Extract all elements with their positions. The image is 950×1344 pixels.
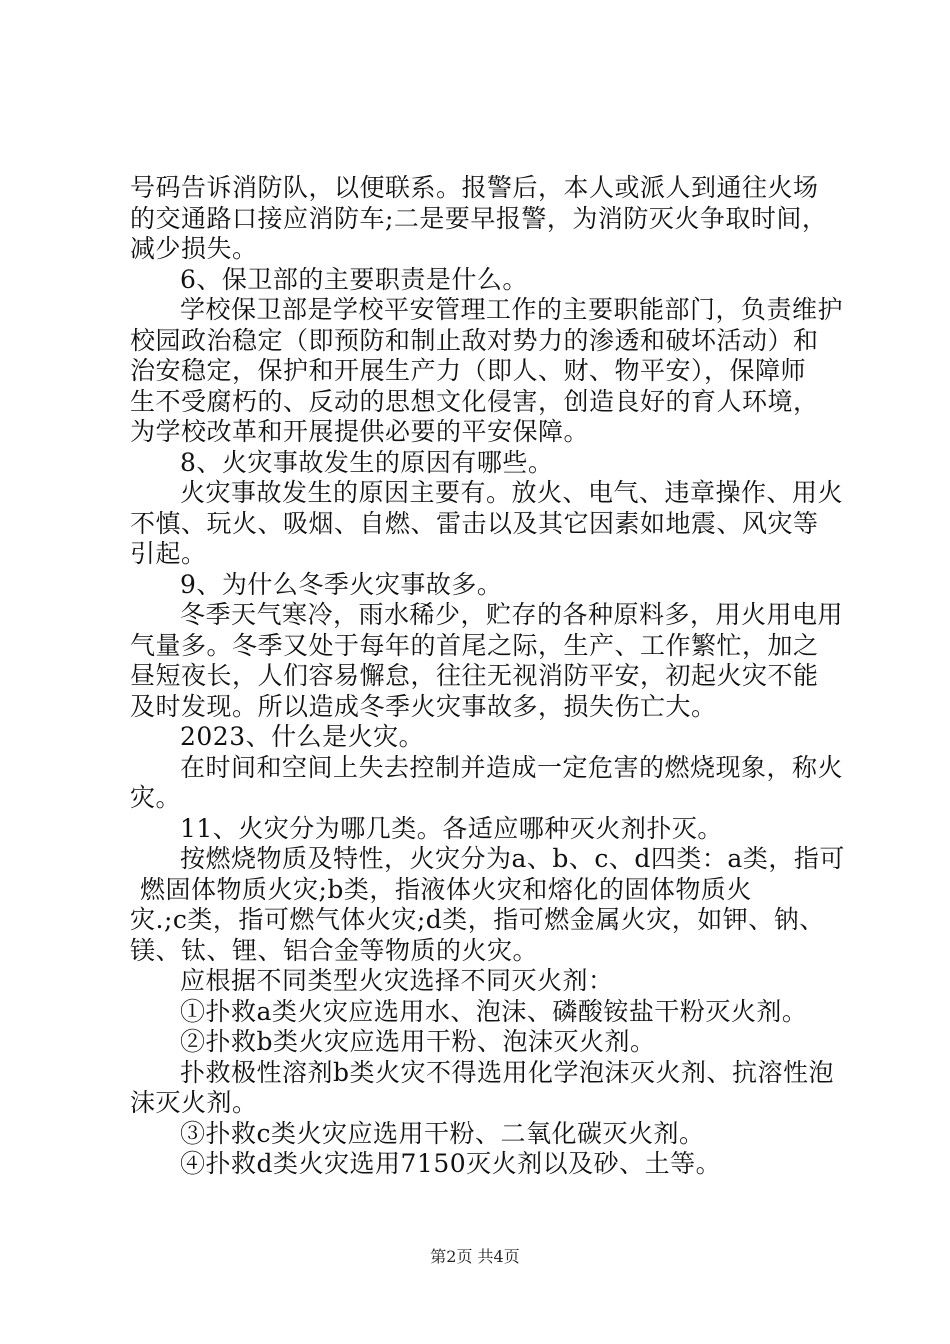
text-line: ①扑救a类火灾应选用水、泡沫、磷酸铵盐干粉灭火剂。 [180, 996, 808, 1026]
text-line: 校园政治稳定（即预防和制止敌对势力的渗透和破坏活动）和 [130, 325, 819, 355]
text-line: 不慎、玩火、吸烟、自燃、雷击以及其它因素如地震、风灾等 [130, 508, 819, 538]
text-line: ②扑救b类火灾应选用干粉、泡沫灭火剂。 [180, 1027, 656, 1056]
text-line: 11、火灾分为哪几类。各适应哪种灭火剂扑灭。 [180, 813, 723, 843]
text-line: 9、为什么冬季火灾事故多。 [180, 569, 503, 599]
text-line: 昼短夜长，人们容易懈怠，往往无视消防平安，初起火灾不能 [130, 661, 819, 690]
text-line: 号码告诉消防队，以便联系。报警后，本人或派人到通往火场 [130, 173, 819, 202]
text-line: 在时间和空间上失去控制并造成一定危害的燃烧现象，称火 [180, 752, 844, 782]
text-line: 燃固体物质火灾;b类，指液体火灾和熔化的固体物质火 [140, 874, 752, 904]
text-line: 2023、什么是火灾。 [180, 722, 425, 751]
text-line: 减少损失。 [130, 234, 258, 263]
text-line: 治安稳定，保护和开展生产力（即人、财、物平安），保障师 [130, 356, 807, 385]
text-line: 应根据不同类型火灾选择不同灭火剂： [180, 966, 614, 995]
text-line: ④扑救d类火灾选用7150灭火剂以及砂、土等。 [180, 1149, 722, 1178]
text-line: ③扑救c类火灾应选用干粉、二氧化碳灭火剂。 [180, 1118, 705, 1148]
text-line: 气量多。冬季又处于每年的首尾之际，生产、工作繁忙，加之 [130, 630, 819, 660]
text-line: 按燃烧物质及特性，火灾分为a、b、c、d四类：a类，指可 [180, 844, 845, 873]
text-line: 沫灭火剂。 [130, 1088, 258, 1117]
text-line: 冬季天气寒冷，雨水稀少，贮存的各种原料多，用火用电用 [180, 600, 844, 629]
text-line: 6、保卫部的主要职责是什么。 [180, 264, 528, 294]
document-body [130, 173, 845, 1180]
text-line: 引起。 [130, 539, 207, 568]
text-line: 的交通路口接应消防车;二是要早报警，为消防灭火争取时间， [130, 203, 828, 233]
text-line: 火灾事故发生的原因主要有。放火、电气、违章操作、用火 [180, 478, 844, 507]
text-line: 生不受腐朽的、反动的思想文化侵害，创造良好的育人环境， [130, 386, 819, 416]
text-line: 镁、钛、锂、铝合金等物质的火灾。 [130, 935, 539, 965]
text-line: 学校保卫部是学校平安管理工作的主要职能部门，负责维护 [180, 295, 844, 324]
text-line: 8、火灾事故发生的原因有哪些。 [180, 447, 554, 477]
text-line: 扑救极性溶剂b类火灾不得选用化学泡沫灭火剂、抗溶性泡 [180, 1057, 835, 1087]
text-line: 为学校改革和开展提供必要的平安保障。 [130, 417, 590, 446]
text-line: 及时发现。所以造成冬季火灾事故多，损失伤亡大。 [130, 691, 717, 721]
text-line: 灾。 [130, 783, 182, 812]
text-line: 灾.;c类，指可燃气体火灾;d类，指可燃金属火灾，如钾、钠、 [130, 905, 825, 934]
page-footer: 第2页 共4页 [430, 1247, 520, 1266]
